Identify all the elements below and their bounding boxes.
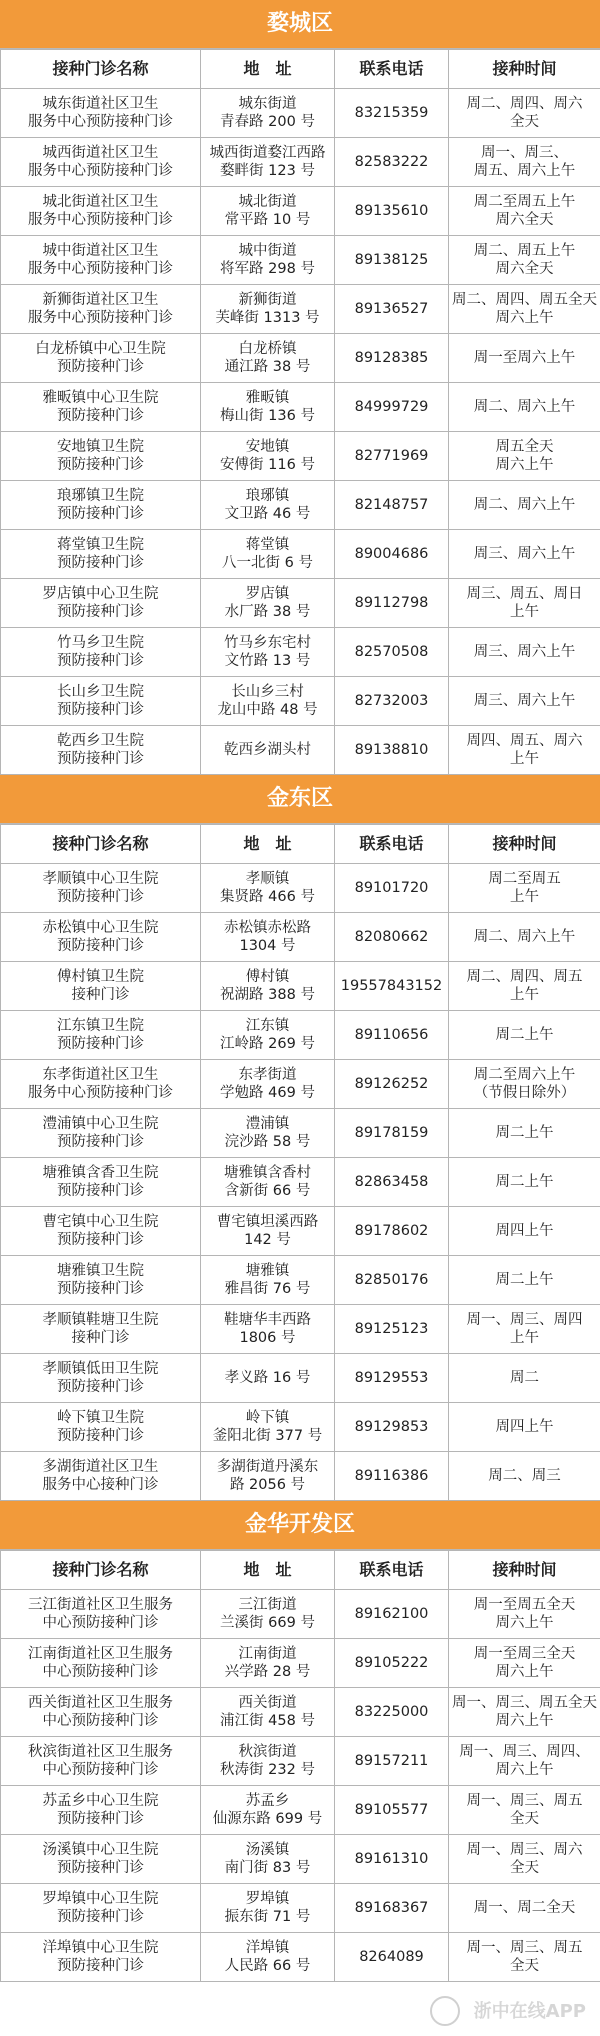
table-row: [1, 1884, 600, 1933]
table-header-row: [1, 825, 600, 864]
clinic-schedule: 周一、周三、周六 全天: [449, 1835, 600, 1884]
clinic-schedule: 周一至周三全天 周六上午: [449, 1639, 600, 1688]
table-row: [1, 1207, 600, 1256]
clinic-name: 东孝街道社区卫生 服务中心预防接种门诊: [1, 1060, 201, 1109]
clinic-name: 琅琊镇卫生院 预防接种门诊: [1, 481, 201, 530]
table-row: [1, 962, 600, 1011]
table-row: [1, 1933, 600, 1982]
clinic-phone: 89105222: [335, 1639, 449, 1688]
clinic-name: 白龙桥镇中心卫生院 预防接种门诊: [1, 334, 201, 383]
clinic-phone: 84999729: [335, 383, 449, 432]
table-row: [1, 628, 600, 677]
clinic-phone: 89129553: [335, 1354, 449, 1403]
table-row: [1, 1452, 600, 1501]
region-title: 金东区: [0, 775, 600, 824]
clinic-schedule: 周二至周六上午 （节假日除外）: [449, 1060, 600, 1109]
clinic-address: 罗埠镇 振东街 71 号: [201, 1884, 335, 1933]
clinic-phone: 82732003: [335, 677, 449, 726]
clinic-schedule: 周二、周六上午: [449, 913, 600, 962]
clinic-schedule: 周二、周三: [449, 1452, 600, 1501]
table-row: [1, 864, 600, 913]
table-row: [1, 481, 600, 530]
clinic-address: 苏孟乡 仙源东路 699 号: [201, 1786, 335, 1835]
clinic-schedule: 周三、周五、周日 上午: [449, 579, 600, 628]
clinic-schedule: 周三、周六上午: [449, 628, 600, 677]
table-row: [1, 187, 600, 236]
clinic-address: 鞋塘华丰西路 1806 号: [201, 1305, 335, 1354]
clinic-name: 澧浦镇中心卫生院 预防接种门诊: [1, 1109, 201, 1158]
clinic-address: 孝顺镇 集贤路 466 号: [201, 864, 335, 913]
clinic-name: 洋埠镇中心卫生院 预防接种门诊: [1, 1933, 201, 1982]
clinic-phone: 19557843152: [335, 962, 449, 1011]
clinic-address: 汤溪镇 南门街 83 号: [201, 1835, 335, 1884]
clinic-phone: 89105577: [335, 1786, 449, 1835]
clinic-phone: 82583222: [335, 138, 449, 187]
clinic-address: 安地镇 安傅街 116 号: [201, 432, 335, 481]
clinic-name: 岭下镇卫生院 预防接种门诊: [1, 1403, 201, 1452]
clinic-name: 孝顺镇鞋塘卫生院 接种门诊: [1, 1305, 201, 1354]
clinic-phone: 82863458: [335, 1158, 449, 1207]
header-address: 地 址: [201, 825, 335, 864]
clinic-address: 洋埠镇 人民路 66 号: [201, 1933, 335, 1982]
clinic-schedule: 周三、周六上午: [449, 677, 600, 726]
clinic-schedule: 周二、周六上午: [449, 383, 600, 432]
clinic-schedule: 周四上午: [449, 1207, 600, 1256]
header-schedule: 接种时间: [449, 825, 600, 864]
clinic-name: 赤松镇中心卫生院 预防接种门诊: [1, 913, 201, 962]
table-row: [1, 1639, 600, 1688]
header-address: 地 址: [201, 1551, 335, 1590]
table-row: [1, 1786, 600, 1835]
clinic-address: 竹马乡东宅村 文竹路 13 号: [201, 628, 335, 677]
table-row: [1, 913, 600, 962]
clinic-name: 城东街道社区卫生 服务中心预防接种门诊: [1, 89, 201, 138]
clinic-name: 曹宅镇中心卫生院 预防接种门诊: [1, 1207, 201, 1256]
region-title: 婺城区: [0, 0, 600, 49]
header-phone: 联系电话: [335, 50, 449, 89]
clinic-schedule: 周一、周二全天: [449, 1884, 600, 1933]
header-clinic-name: 接种门诊名称: [1, 825, 201, 864]
clinic-schedule: 周二: [449, 1354, 600, 1403]
clinic-address: 江东镇 江岭路 269 号: [201, 1011, 335, 1060]
clinic-address: 新狮街道 芙峰街 1313 号: [201, 285, 335, 334]
clinic-address: 城中街道 将军路 298 号: [201, 236, 335, 285]
clinic-schedule: 周四、周五、周六 上午: [449, 726, 600, 775]
table-row: [1, 383, 600, 432]
clinic-address: 白龙桥镇 通江路 38 号: [201, 334, 335, 383]
table-row: [1, 89, 600, 138]
clinic-address: 塘雅镇含香村 含新街 66 号: [201, 1158, 335, 1207]
clinic-name: 江东镇卫生院 预防接种门诊: [1, 1011, 201, 1060]
clinic-phone: 83215359: [335, 89, 449, 138]
clinic-name: 城北街道社区卫生 服务中心预防接种门诊: [1, 187, 201, 236]
clinic-address: 城北街道 常平路 10 号: [201, 187, 335, 236]
header-schedule: 接种时间: [449, 1551, 600, 1590]
clinic-schedule: 周四上午: [449, 1403, 600, 1452]
header-address: 地 址: [201, 50, 335, 89]
table-row: [1, 1256, 600, 1305]
clinic-address: 罗店镇 水厂路 38 号: [201, 579, 335, 628]
clinic-name: 新狮街道社区卫生 服务中心预防接种门诊: [1, 285, 201, 334]
clinic-phone: 82850176: [335, 1256, 449, 1305]
clinic-name: 罗店镇中心卫生院 预防接种门诊: [1, 579, 201, 628]
table-row: [1, 1688, 600, 1737]
clinic-phone: 82080662: [335, 913, 449, 962]
clinic-address: 蒋堂镇 八一北街 6 号: [201, 530, 335, 579]
clinic-phone: 83225000: [335, 1688, 449, 1737]
clinic-schedule: 周二、周四、周五 上午: [449, 962, 600, 1011]
clinic-address: 乾西乡湖头村: [201, 726, 335, 775]
clinic-schedule: 周一、周三、周五 全天: [449, 1933, 600, 1982]
region-title: 金华开发区: [0, 1501, 600, 1550]
clinic-phone: 82771969: [335, 432, 449, 481]
clinic-schedule: 周一、周三、周四 上午: [449, 1305, 600, 1354]
header-clinic-name: 接种门诊名称: [1, 50, 201, 89]
clinic-table: [0, 49, 600, 775]
clinic-phone: 89129853: [335, 1403, 449, 1452]
clinic-name: 城中街道社区卫生 服务中心预防接种门诊: [1, 236, 201, 285]
clinic-phone: 89161310: [335, 1835, 449, 1884]
clinic-address: 东孝街道 学勉路 469 号: [201, 1060, 335, 1109]
clinic-name: 傅村镇卫生院 接种门诊: [1, 962, 201, 1011]
clinic-address: 塘雅镇 雅昌街 76 号: [201, 1256, 335, 1305]
table-row: [1, 1835, 600, 1884]
clinic-schedule: 周二至周五 上午: [449, 864, 600, 913]
clinic-schedule: 周一、周三、周五 全天: [449, 1786, 600, 1835]
clinic-address: 西关街道 浦江街 458 号: [201, 1688, 335, 1737]
clinic-address: 曹宅镇坦溪西路 142 号: [201, 1207, 335, 1256]
table-row: [1, 236, 600, 285]
clinic-phone: 89125123: [335, 1305, 449, 1354]
table-row: [1, 1354, 600, 1403]
clinic-phone: 82570508: [335, 628, 449, 677]
clinic-address: 孝义路 16 号: [201, 1354, 335, 1403]
clinic-name: 秋滨街道社区卫生服务 中心预防接种门诊: [1, 1737, 201, 1786]
clinic-address: 雅畈镇 梅山街 136 号: [201, 383, 335, 432]
watermark: 浙中在线APP: [473, 2001, 586, 2022]
table-row: [1, 579, 600, 628]
clinic-schedule: 周二、周五上午 周六全天: [449, 236, 600, 285]
clinic-name: 多湖街道社区卫生 服务中心接种门诊: [1, 1452, 201, 1501]
clinic-phone: 89101720: [335, 864, 449, 913]
clinic-name: 汤溪镇中心卫生院 预防接种门诊: [1, 1835, 201, 1884]
clinic-address: 岭下镇 釜阳北街 377 号: [201, 1403, 335, 1452]
clinic-phone: 89112798: [335, 579, 449, 628]
clinic-schedule: 周二、周四、周五全天 周六上午: [449, 285, 600, 334]
clinic-table: [0, 1550, 600, 1982]
clinic-name: 罗埠镇中心卫生院 预防接种门诊: [1, 1884, 201, 1933]
clinic-phone: 89136527: [335, 285, 449, 334]
clinic-schedule: 周二上午: [449, 1256, 600, 1305]
table-row: [1, 1158, 600, 1207]
table-row: [1, 1590, 600, 1639]
clinic-name: 孝顺镇中心卫生院 预防接种门诊: [1, 864, 201, 913]
table-row: [1, 285, 600, 334]
clinic-phone: 89168367: [335, 1884, 449, 1933]
clinic-name: 江南街道社区卫生服务 中心预防接种门诊: [1, 1639, 201, 1688]
table-row: [1, 1403, 600, 1452]
table-header-row: [1, 50, 600, 89]
clinic-name: 三江街道社区卫生服务 中心预防接种门诊: [1, 1590, 201, 1639]
clinic-address: 赤松镇赤松路 1304 号: [201, 913, 335, 962]
clinic-name: 塘雅镇卫生院 预防接种门诊: [1, 1256, 201, 1305]
table-row: [1, 334, 600, 383]
header-phone: 联系电话: [335, 1551, 449, 1590]
table-row: [1, 1011, 600, 1060]
clinic-name: 竹马乡卫生院 预防接种门诊: [1, 628, 201, 677]
clinic-phone: 89178159: [335, 1109, 449, 1158]
clinic-name: 苏孟乡中心卫生院 预防接种门诊: [1, 1786, 201, 1835]
clinic-address: 傅村镇 祝湖路 388 号: [201, 962, 335, 1011]
clinic-name: 西关街道社区卫生服务 中心预防接种门诊: [1, 1688, 201, 1737]
header-clinic-name: 接种门诊名称: [1, 1551, 201, 1590]
clinic-schedule: 周一、周三、 周五、周六上午: [449, 138, 600, 187]
clinic-address: 秋滨街道 秋涛街 232 号: [201, 1737, 335, 1786]
clinic-address: 琅琊镇 文卫路 46 号: [201, 481, 335, 530]
clinic-schedule: 周二上午: [449, 1109, 600, 1158]
table-header-row: [1, 1551, 600, 1590]
table-row: [1, 726, 600, 775]
clinic-schedule: 周二、周六上午: [449, 481, 600, 530]
clinic-schedule: 周五全天 周六上午: [449, 432, 600, 481]
table-row: [1, 1060, 600, 1109]
clinic-name: 雅畈镇中心卫生院 预防接种门诊: [1, 383, 201, 432]
clinic-name: 安地镇卫生院 预防接种门诊: [1, 432, 201, 481]
table-row: [1, 1737, 600, 1786]
clinic-schedule: 周一至周五全天 周六上午: [449, 1590, 600, 1639]
clinic-address: 三江街道 兰溪街 669 号: [201, 1590, 335, 1639]
clinic-schedule: 周三、周六上午: [449, 530, 600, 579]
clinic-address: 多湖街道丹溪东 路 2056 号: [201, 1452, 335, 1501]
clinic-phone: 89128385: [335, 334, 449, 383]
clinic-address: 城西街道婺江西路 婺畔街 123 号: [201, 138, 335, 187]
clinic-address: 长山乡三村 龙山中路 48 号: [201, 677, 335, 726]
table-row: [1, 530, 600, 579]
clinic-address: 江南街道 兴学路 28 号: [201, 1639, 335, 1688]
clinic-address: 城东街道 青春路 200 号: [201, 89, 335, 138]
clinic-name: 孝顺镇低田卫生院 预防接种门诊: [1, 1354, 201, 1403]
clinic-schedule: 周二上午: [449, 1158, 600, 1207]
clinic-schedule: 周二至周五上午 周六全天: [449, 187, 600, 236]
clinic-phone: 89116386: [335, 1452, 449, 1501]
clinic-phone: 89138125: [335, 236, 449, 285]
clinic-schedule: 周一、周三、周四、 周六上午: [449, 1737, 600, 1786]
clinic-phone: 89110656: [335, 1011, 449, 1060]
table-row: [1, 432, 600, 481]
table-row: [1, 677, 600, 726]
clinic-phone: 82148757: [335, 481, 449, 530]
clinic-name: 城西街道社区卫生 服务中心预防接种门诊: [1, 138, 201, 187]
clinic-phone: 89126252: [335, 1060, 449, 1109]
clinic-schedule: 周一、周三、周五全天 周六上午: [449, 1688, 600, 1737]
clinic-phone: 89004686: [335, 530, 449, 579]
clinic-phone: 89162100: [335, 1590, 449, 1639]
clinic-name: 蒋堂镇卫生院 预防接种门诊: [1, 530, 201, 579]
clinic-phone: 89135610: [335, 187, 449, 236]
clinic-name: 塘雅镇含香卫生院 预防接种门诊: [1, 1158, 201, 1207]
clinic-schedule: 周二上午: [449, 1011, 600, 1060]
table-row: [1, 1109, 600, 1158]
table-row: [1, 1305, 600, 1354]
header-schedule: 接种时间: [449, 50, 600, 89]
clinic-schedule: 周二、周四、周六 全天: [449, 89, 600, 138]
clinic-name: 长山乡卫生院 预防接种门诊: [1, 677, 201, 726]
clinic-phone: 89157211: [335, 1737, 449, 1786]
clinic-table: [0, 824, 600, 1501]
clinic-schedule: 周一至周六上午: [449, 334, 600, 383]
clinic-phone: 8264089: [335, 1933, 449, 1982]
clinic-phone: 89178602: [335, 1207, 449, 1256]
clinic-phone: 89138810: [335, 726, 449, 775]
clinic-address: 澧浦镇 浣沙路 58 号: [201, 1109, 335, 1158]
header-phone: 联系电话: [335, 825, 449, 864]
table-row: [1, 138, 600, 187]
clinic-name: 乾西乡卫生院 预防接种门诊: [1, 726, 201, 775]
